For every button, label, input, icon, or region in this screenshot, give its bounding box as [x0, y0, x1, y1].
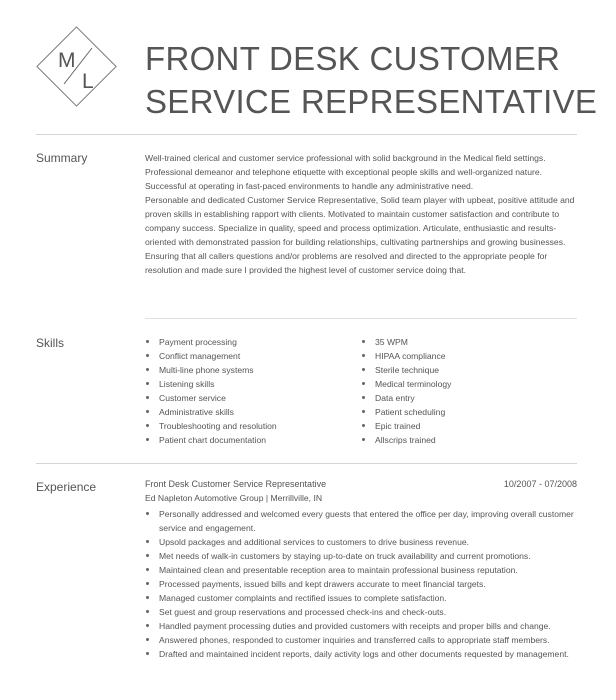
duty-item: Managed customer complaints and rectified issues to complete satisfaction. [145, 591, 577, 605]
monogram [36, 28, 118, 106]
divider [36, 134, 577, 135]
skills-list-left [145, 335, 277, 447]
skill-item: Customer service [145, 391, 277, 405]
skill-item: Allscrips trained [361, 433, 451, 447]
skills-heading: Skills [36, 336, 65, 350]
summary-text [145, 151, 577, 277]
duty-item: Met needs of walk-in customers by staying up-to-date on truck availability and current promotions. [145, 549, 577, 563]
skill-item: HIPAA compliance [361, 349, 451, 363]
summary-paragraph: Personable and dedicated Customer Service Representative, Solid team player with upbeat, positive attitude and proven skills in establishing rapport with clients. Motivated to maintain customer satisfaction and contribute to company success. Specialize in quality, speed and process optimization. Articulate, enthusiastic and results-oriented with demonstrated passion for building relationships, cultivating partnerships and growing businesses. [145, 195, 575, 247]
divider [145, 318, 577, 319]
experience-heading: Experience [36, 480, 97, 494]
title-line-2: SERVICE REPRESENTATIVE [145, 83, 598, 120]
skill-item: Patient chart documentation [145, 433, 277, 447]
skill-item: Medical terminology [361, 377, 451, 391]
duty-item: Handled payment processing duties and provided customers with receipts and proper bills and change. [145, 619, 577, 633]
skill-item: Administrative skills [145, 405, 277, 419]
page-title [145, 37, 605, 123]
monogram-first-initial: M [58, 49, 76, 72]
skill-item: Troubleshooting and resolution [145, 419, 277, 433]
summary-paragraph: Ensuring that all callers questions and/or problems are resolved and directed to the appropriate people for resolution and made sure I provided the highest level of customer service doing that. [145, 251, 548, 275]
skill-item: Epic trained [361, 419, 451, 433]
skills-list-right [361, 335, 451, 447]
skill-item: Data entry [361, 391, 451, 405]
duty-item: Answered phones, responded to customer inquiries and transferred calls to appropriate staff members. [145, 633, 577, 647]
title-line-1: FRONT DESK CUSTOMER [145, 40, 561, 77]
duty-item: Upsold packages and additional services to customers to drive business revenue. [145, 535, 577, 549]
skill-item: Sterile technique [361, 363, 451, 377]
job-duties-list [145, 507, 577, 661]
monogram-last-initial: L [82, 70, 94, 93]
monogram-svg [36, 28, 118, 106]
summary-heading: Summary [36, 151, 88, 165]
skill-item: Conflict management [145, 349, 277, 363]
divider [36, 463, 577, 464]
job-company: Ed Napleton Automotive Group | Merrillville, IN [145, 493, 323, 503]
skill-item: Patient scheduling [361, 405, 451, 419]
duty-item: Maintained clean and presentable reception area to maintain professional business reputation. [145, 563, 577, 577]
job-dates: 10/2007 - 07/2008 [503, 479, 577, 489]
duty-item: Drafted and maintained incident reports, daily activity logs and other documents requested by management. [145, 647, 577, 661]
duty-item: Set guest and group reservations and processed check-ins and check-outs. [145, 605, 577, 619]
duty-item: Personally addressed and welcomed every guests that entered the office per day, improving overall customer service and engagement. [145, 507, 577, 535]
job-title: Front Desk Customer Service Representative [145, 479, 327, 489]
skill-item: 35 WPM [361, 335, 451, 349]
skill-item: Multi-line phone systems [145, 363, 277, 377]
skill-item: Listening skills [145, 377, 277, 391]
duty-item: Processed payments, issued bills and kept drawers accurate to meet financial targets. [145, 577, 577, 591]
summary-paragraph: Well-trained clerical and customer service professional with solid background in the Medical field settings. Professional demeanor and telephone etiquette with exceptional people skills and well-organized nature. Successful at operating in fast-paced environments to handle any administrative need. [145, 153, 546, 191]
skill-item: Payment processing [145, 335, 277, 349]
